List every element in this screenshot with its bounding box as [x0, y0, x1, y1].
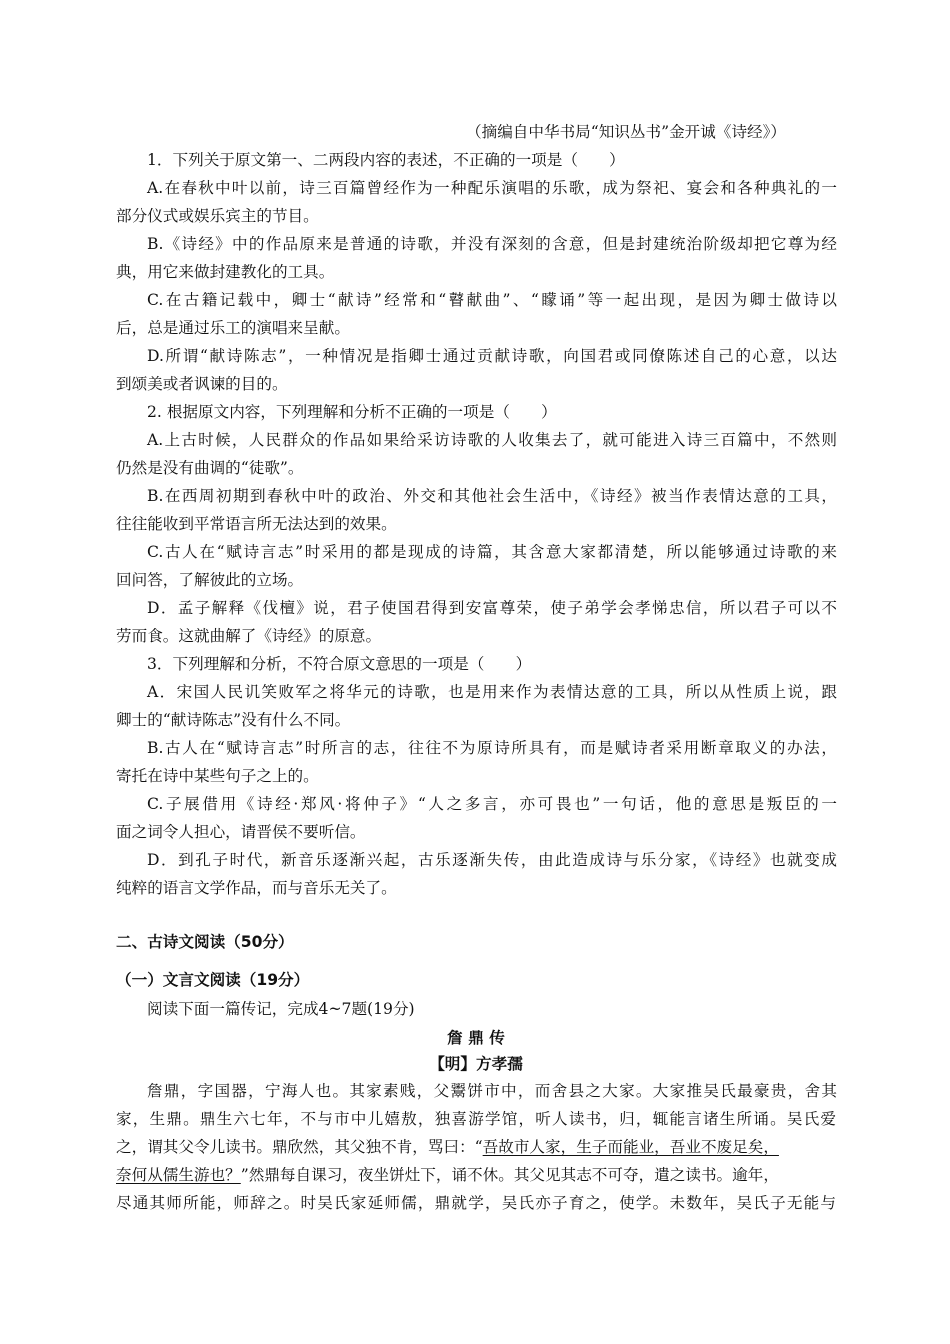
question-1-option-d: D.所谓“献诗陈志”，一种情况是指卿士通过贡献诗歌，向国君或同僚陈述自己的心意，以达 — [147, 347, 837, 365]
passage-line-1: 詹鼎，字国器，宁海人也。其家素贱，父鬻饼市中，而舍县之大家。大家推吴氏最豪贵，舍其 — [147, 1082, 837, 1100]
question-2-option-b: B.在西周初期到春秋中叶的政治、外交和其他社会生活中，《诗经》被当作表情达意的工具， — [147, 487, 837, 505]
question-3-option-c: C.子展借用《诗经·郑风·将仲子》“人之多言，亦可畏也”一句话，他的意思是叛臣的一 — [147, 795, 837, 813]
passage-line-5: 尽通其师所能，师辞之。时吴氏家延师儒，鼎就学，吴氏亦子育之，使学。未数年，吴氏子无能与 — [116, 1194, 836, 1212]
source-citation: （摘编自中华书局“知识丛书”金开诚《诗经》） — [466, 123, 787, 141]
question-3-stem: 3．下列理解和分析，不符合原文意思的一项是（ ） — [147, 655, 532, 673]
question-1-stem: 1．下列关于原文第一、二两段内容的表述，不正确的一项是（ ） — [147, 151, 625, 169]
question-2-option-c: C.古人在“赋诗言志”时采用的都是现成的诗篇，其含意大家都清楚，所以能够通过诗歌的来 — [147, 543, 837, 561]
question-1-option-a-cont: 部分仪式或娱乐宾主的节目。 — [116, 207, 319, 225]
question-2-stem: 2. 根据原文内容，下列理解和分析不正确的一项是（ ） — [147, 403, 557, 421]
passage-line-4 — [116, 1165, 779, 1185]
question-2-option-a: A.上古时候，人民群众的作品如果给采访诗歌的人收集去了，就可能进入诗三百篇中，不然则 — [147, 431, 837, 449]
underlined-sentence-part-1: 吾故市人家，生子而能业，吾业不废足矣， — [482, 1138, 779, 1156]
question-1-option-c-cont: 后，总是通过乐工的演唱来呈献。 — [116, 319, 350, 337]
passage-line-3-text: 之，谓其父令儿读书。鼎欣然，其父独不肯，骂曰：“ — [116, 1138, 483, 1156]
question-1-option-d-cont: 到颂美或者讽谏的目的。 — [116, 375, 288, 393]
subsection-heading: （一）文言文阅读（19分） — [116, 971, 310, 989]
question-3-option-a-cont: 卿士的“献诗陈志”没有什么不同。 — [116, 711, 351, 729]
question-3-option-b-cont: 寄托在诗中某些句子之上的。 — [116, 767, 319, 785]
question-1-option-b: B.《诗经》中的作品原来是普通的诗歌，并没有深刻的含意，但是封建统治阶级却把它尊为经 — [147, 235, 837, 253]
section-heading: 二、古诗文阅读（50分） — [116, 933, 294, 951]
passage-author: 【明】方孝孺 — [429, 1055, 523, 1073]
question-2-option-c-cont: 回问答，了解彼此的立场。 — [116, 571, 304, 589]
underlined-sentence-part-2: 奈何从儒生游也？ — [116, 1166, 241, 1184]
passage-title: 詹 鼎 传 — [447, 1029, 505, 1047]
question-1-option-c: C.在古籍记载中，卿士“献诗”经常和“瞽献曲”、“矇诵”等一起出现，是因为卿士做诗以 — [147, 291, 837, 309]
question-3-option-b: B.古人在“赋诗言志”时所言的志，往往不为原诗所具有，而是赋诗者采用断章取义的办法， — [147, 739, 837, 757]
passage-line-2: 家，生鼎。鼎生六七年，不与市中儿嬉敖，独喜游学馆，听人读书，归，辄能言诸生所诵。吴氏爱 — [116, 1110, 836, 1128]
question-3-option-c-cont: 面之词令人担心，请晋侯不要听信。 — [116, 823, 366, 841]
question-2-option-d-cont: 劳而食。这就曲解了《诗经》的原意。 — [116, 627, 382, 645]
passage-line-4-text: ”然鼎每自课习，夜坐饼灶下，诵不休。其父见其志不可夺，遣之读书。逾年， — [240, 1166, 779, 1184]
question-2-option-b-cont: 往往能收到平常语言所无法达到的效果。 — [116, 515, 397, 533]
reading-instruction: 阅读下面一篇传记，完成4~7题(19分) — [147, 1000, 415, 1018]
question-3-option-d-cont: 纯粹的语言文学作品，而与音乐无关了。 — [116, 879, 397, 897]
question-1-option-a: A.在春秋中叶以前，诗三百篇曾经作为一种配乐演唱的乐歌，成为祭祀、宴会和各种典礼的一 — [147, 179, 837, 197]
question-3-option-d: D．到孔子时代，新音乐逐渐兴起，古乐逐渐失传，由此造成诗与乐分家，《诗经》也就变成 — [147, 851, 837, 869]
question-1-option-b-cont: 典，用它来做封建教化的工具。 — [116, 263, 335, 281]
question-2-option-d: D．孟子解释《伐檀》说，君子使国君得到安富尊荣，使子弟学会孝悌忠信，所以君子可以不 — [147, 599, 837, 617]
question-2-option-a-cont: 仍然是没有曲调的“徒歌”。 — [116, 459, 304, 477]
passage-line-3 — [116, 1137, 779, 1157]
question-3-option-a: A．宋国人民讥笑败军之将华元的诗歌，也是用来作为表情达意的工具，所以从性质上说，跟 — [147, 683, 837, 701]
